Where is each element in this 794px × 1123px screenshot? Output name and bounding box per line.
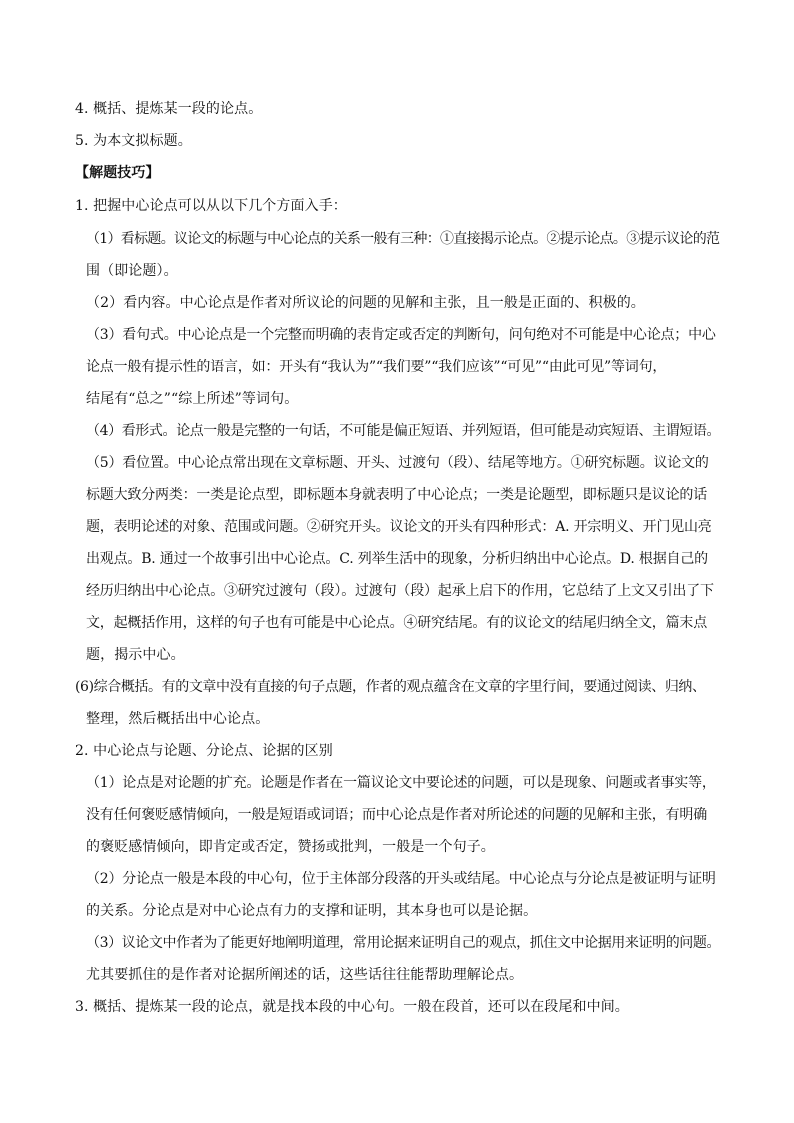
tip-1-point-5-cont-6: 题，揭示中心。 [86, 647, 185, 663]
tip-1-point-3: （3）看句式。中心论点是一个完整而明确的表肯定或否定的判断句，问句绝对不可能是中心论点；中心 [86, 327, 716, 343]
list-item-5: 5. 为本文拟标题。 [75, 133, 192, 149]
tip-3: 3. 概括、提炼某一段的论点，就是找本段的中心句。一般在段首，还可以在段尾和中间。 [75, 999, 629, 1015]
tip-2-point-1-cont-1: 没有任何褒贬感情倾向，一般是短语或词语；而中心论点是作者对所论述的问题的见解和主张，有明确 [86, 807, 707, 823]
list-item-4: 4. 概括、提炼某一段的论点。 [75, 101, 263, 117]
tip-2-point-2-cont: 的关系。分论点是对中心论点有力的支撑和证明，其本身也可以是论据。 [86, 903, 538, 919]
tip-2-point-3-cont: 尤其要抓住的是作者对论据所阐述的话，这些话往往能帮助理解论点。 [86, 967, 524, 983]
tip-1-point-1-cont: 围（即论题）。 [86, 263, 178, 279]
tip-1-point-3-cont-1: 论点一般有提示性的语言，如：开头有“我认为”“我们要”“我们应该”“可见”“由此可见”等词句， [86, 359, 667, 375]
section-heading-tips: 【解题技巧】 [75, 165, 160, 181]
tip-1-point-6-cont: 整理，然后概括出中心论点。 [86, 711, 270, 727]
tip-2-point-3: （3）议论文中作者为了能更好地阐明道理，常用论据来证明自己的观点，抓住文中论据用来证明的问题。 [86, 935, 721, 951]
tip-2-point-1: （1）论点是对论题的扩充。论题是作者在一篇议论文中要论述的问题，可以是现象、问题或者事实等， [86, 775, 716, 791]
tip-1-point-1: （1）看标题。议论文的标题与中心论点的关系一般有三种：①直接揭示论点。②提示论点。③提示议论的范 [86, 231, 720, 247]
tip-2-point-1-cont-2: 的褒贬感情倾向，即肯定或否定，赞扬或批判，一般是一个句子。 [86, 839, 495, 855]
tip-1-point-5-cont-3: 出观点。B. 通过一个故事引出中心论点。C. 列举生活中的现象，分析归纳出中心论点。D. 根据自己的 [86, 551, 708, 567]
tip-1-point-3-cont-2: 结尾有“总之”“综上所述”等词句。 [86, 391, 299, 407]
tip-1-point-5-cont-2: 题，表明论述的对象、范围或问题。②研究开头。议论文的开头有四种形式：A. 开宗明义、开门见山亮 [86, 519, 712, 535]
tip-1-heading: 1. 把握中心论点可以从以下几个方面入手： [75, 198, 347, 214]
tip-1-point-5-cont-1: 标题大致分两类：一类是论点型，即标题本身就表明了中心论点；一类是论题型，即标题只是议论的话 [86, 487, 707, 503]
tip-1-point-2: （2）看内容。中心论点是作者对所议论的问题的见解和主张，且一般是正面的、积极的。 [86, 295, 645, 311]
tip-1-point-4: （4）看形式。论点一般是完整的一句话，不可能是偏正短语、并列短语，但可能是动宾短语、主谓短语。 [86, 423, 721, 439]
tip-2-point-2: （2）分论点一般是本段的中心句，位于主体部分段落的开头或结尾。中心论点与分论点是被证明与证明 [86, 871, 716, 887]
tip-1-point-5-cont-5: 文，起概括作用，这样的句子也有可能是中心论点。④研究结尾。有的议论文的结尾归纳全文，篇末点 [86, 615, 707, 631]
tip-2-heading: 2. 中心论点与论题、分论点、论据的区别 [75, 743, 333, 759]
tip-1-point-6: (6)综合概括。有的文章中没有直接的句子点题，作者的观点蕴含在文章的字里行间，要通过阅读、归纳、 [75, 679, 706, 695]
tip-1-point-5-cont-4: 经历归纳出中心论点。③研究过渡句（段）。过渡句（段）起承上启下的作用，它总结了上文又引出了下 [86, 583, 714, 599]
tip-1-point-5: （5）看位置。中心论点常出现在文章标题、开头、过渡句（段）、结尾等地方。①研究标题。议论文的 [86, 455, 709, 471]
